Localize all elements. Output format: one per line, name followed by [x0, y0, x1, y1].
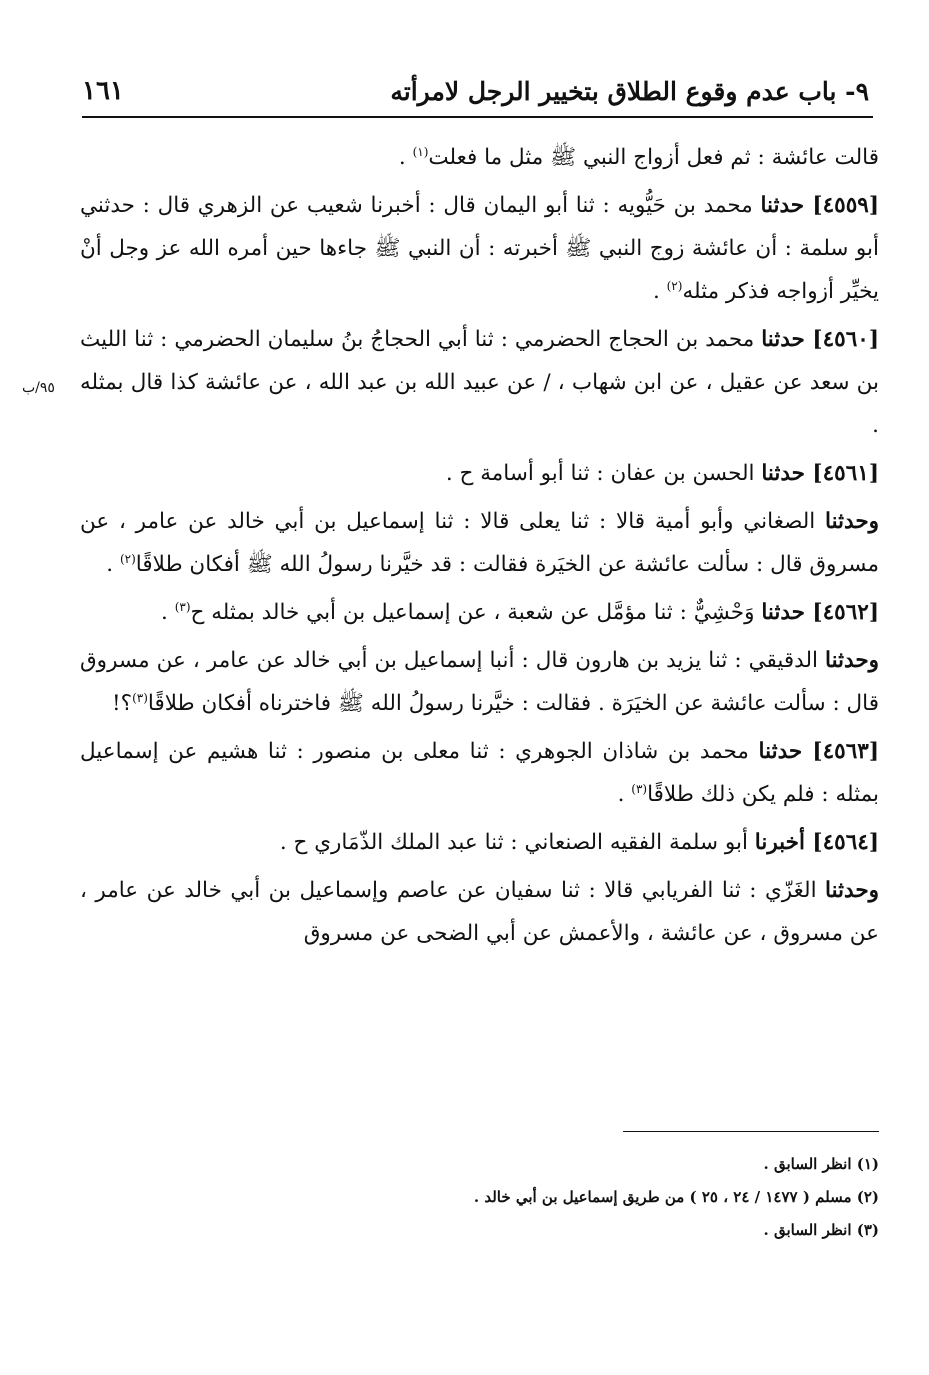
chapter-title: ٩- باب عدم وقوع الطلاق بتخيير الرجل لامرأته: [390, 77, 869, 106]
hadith-lead: وحدثنا: [825, 648, 879, 673]
hadith-text: وَحْشِيٌّ : ثنا مؤمَّل عن شعبة ، عن إسماعيل بن أبي خالد بمثله ح: [190, 600, 762, 625]
hadith-paragraph: [80, 318, 879, 447]
footnote-ref: (٣): [174, 599, 191, 614]
hadith-lead: حدثنا: [760, 193, 805, 218]
footnote-ref: (١): [412, 144, 429, 159]
hadith-paragraph: [80, 136, 879, 179]
header-rule: [82, 116, 873, 118]
hadith-end: .: [652, 279, 667, 304]
hadith-lead: حدثنا: [761, 600, 805, 625]
footnote-rule: [623, 1131, 879, 1132]
hadith-text: الدقيقي : ثنا يزيد بن هارون قال : أنبا إسماعيل بن أبي خالد عن عامر ، عن مسروق قال : سألت عائشة عن الخيَرَة . فقالت : خيَّرنا رسولُ الله ﷺ فاخترناه أفكان طلاقًا: [80, 648, 879, 716]
hadith-text: قالت عائشة : ثم فعل أزواج النبي ﷺ مثل ما فعلت: [428, 145, 879, 170]
hadith-end: .: [617, 782, 632, 807]
footnote-ref: (٢): [119, 551, 136, 566]
hadith-end: .: [398, 145, 413, 170]
footnote: (٣) انظر السابق .: [763, 1221, 879, 1239]
footnote-ref: (٣): [631, 781, 648, 796]
hadith-paragraph: [80, 184, 879, 313]
hadith-number: [٤٥٦٠]: [804, 327, 879, 352]
hadith-text: أبو سلمة الفقيه الصنعاني : ثنا عبد الملك الذّمَاري ح .: [279, 830, 755, 855]
hadith-number: [٤٥٦٣]: [802, 739, 879, 764]
hadith-number: [٤٥٥٩]: [804, 193, 879, 218]
hadith-lead: وحدثنا: [825, 509, 879, 534]
hadith-lead: أخبرنا: [754, 830, 805, 855]
footnote-ref: (٢): [666, 278, 683, 293]
hadith-paragraph: [80, 591, 879, 634]
footnote: (١) انظر السابق .: [763, 1155, 879, 1173]
hadith-lead: حدثنا: [761, 327, 805, 352]
hadith-lead: حدثنا: [761, 461, 805, 486]
hadith-end: ؟!: [112, 691, 133, 716]
hadith-paragraph: [80, 452, 879, 495]
body-text: [80, 136, 879, 960]
hadith-lead: حدثنا: [758, 739, 803, 764]
hadith-number: [٤٥٦١]: [804, 461, 879, 486]
hadith-end: .: [106, 552, 120, 577]
hadith-paragraph: [80, 639, 879, 725]
hadith-text: محمد بن الحجاج الحضرمي : ثنا أبي الحجاجُ بنُ سليمان الحضرمي : ثنا الليث بن سعد عن عقيل ، عن ابن شهاب ، / عن عبيد الله بن عبد الله ، عن عائشة كذا قال بمثله .: [80, 327, 879, 438]
hadith-lead: وحدثنا: [825, 878, 879, 903]
hadith-text: الغَزّي : ثنا الفريابي قالا : ثنا سفيان عن عاصم وإسماعيل بن أبي خالد عن عامر ، عن مسروق ، عن عائشة ، والأعمش عن أبي الضحى عن مسروق: [80, 878, 879, 946]
hadith-text: الحسن بن عفان : ثنا أبو أسامة ح .: [445, 461, 762, 486]
hadith-paragraph: [80, 730, 879, 816]
margin-folio-note: ٩٥/ب: [22, 380, 55, 396]
hadith-text: الصغاني وأبو أمية قالا : ثنا يعلى قالا : ثنا إسماعيل بن أبي خالد عن عامر ، عن مسروق قال : سألت عائشة عن الخيَرة فقالت : قد خيَّرنا رسولُ الله ﷺ أفكان طلاقًا: [80, 509, 879, 577]
hadith-paragraph: [80, 821, 879, 864]
hadith-text: محمد بن شاذان الجوهري : ثنا معلى بن منصور : ثنا هشيم عن إسماعيل بمثله : فلم يكن ذلك طلاقًا: [80, 739, 879, 807]
page-number: ١٦١: [82, 76, 124, 106]
footnote-ref: (٣): [132, 690, 148, 705]
hadith-text: محمد بن حَيُّويه : ثنا أبو اليمان قال : أخبرنا شعيب عن الزهري قال : حدثني أبو سلمة : أن عائشة زوج النبي ﷺ أخبرته : أن النبي ﷺ جاءها حين أمره الله عز وجل أنْ يخيِّر أزواجه فذكر مثله: [80, 193, 879, 304]
page-header: [82, 62, 869, 106]
footnotes: [59, 1148, 879, 1247]
hadith-end: .: [161, 600, 175, 625]
hadith-number: [٤٥٦٢]: [804, 600, 879, 625]
hadith-number: [٤٥٦٤]: [804, 830, 879, 855]
footnote: (٢) مسلم ( ١٤٧٧ / ٢٤ ، ٢٥ ) من طريق إسماعيل بن أبي خالد .: [473, 1188, 879, 1206]
hadith-paragraph: [80, 869, 879, 955]
hadith-paragraph: [80, 500, 879, 586]
